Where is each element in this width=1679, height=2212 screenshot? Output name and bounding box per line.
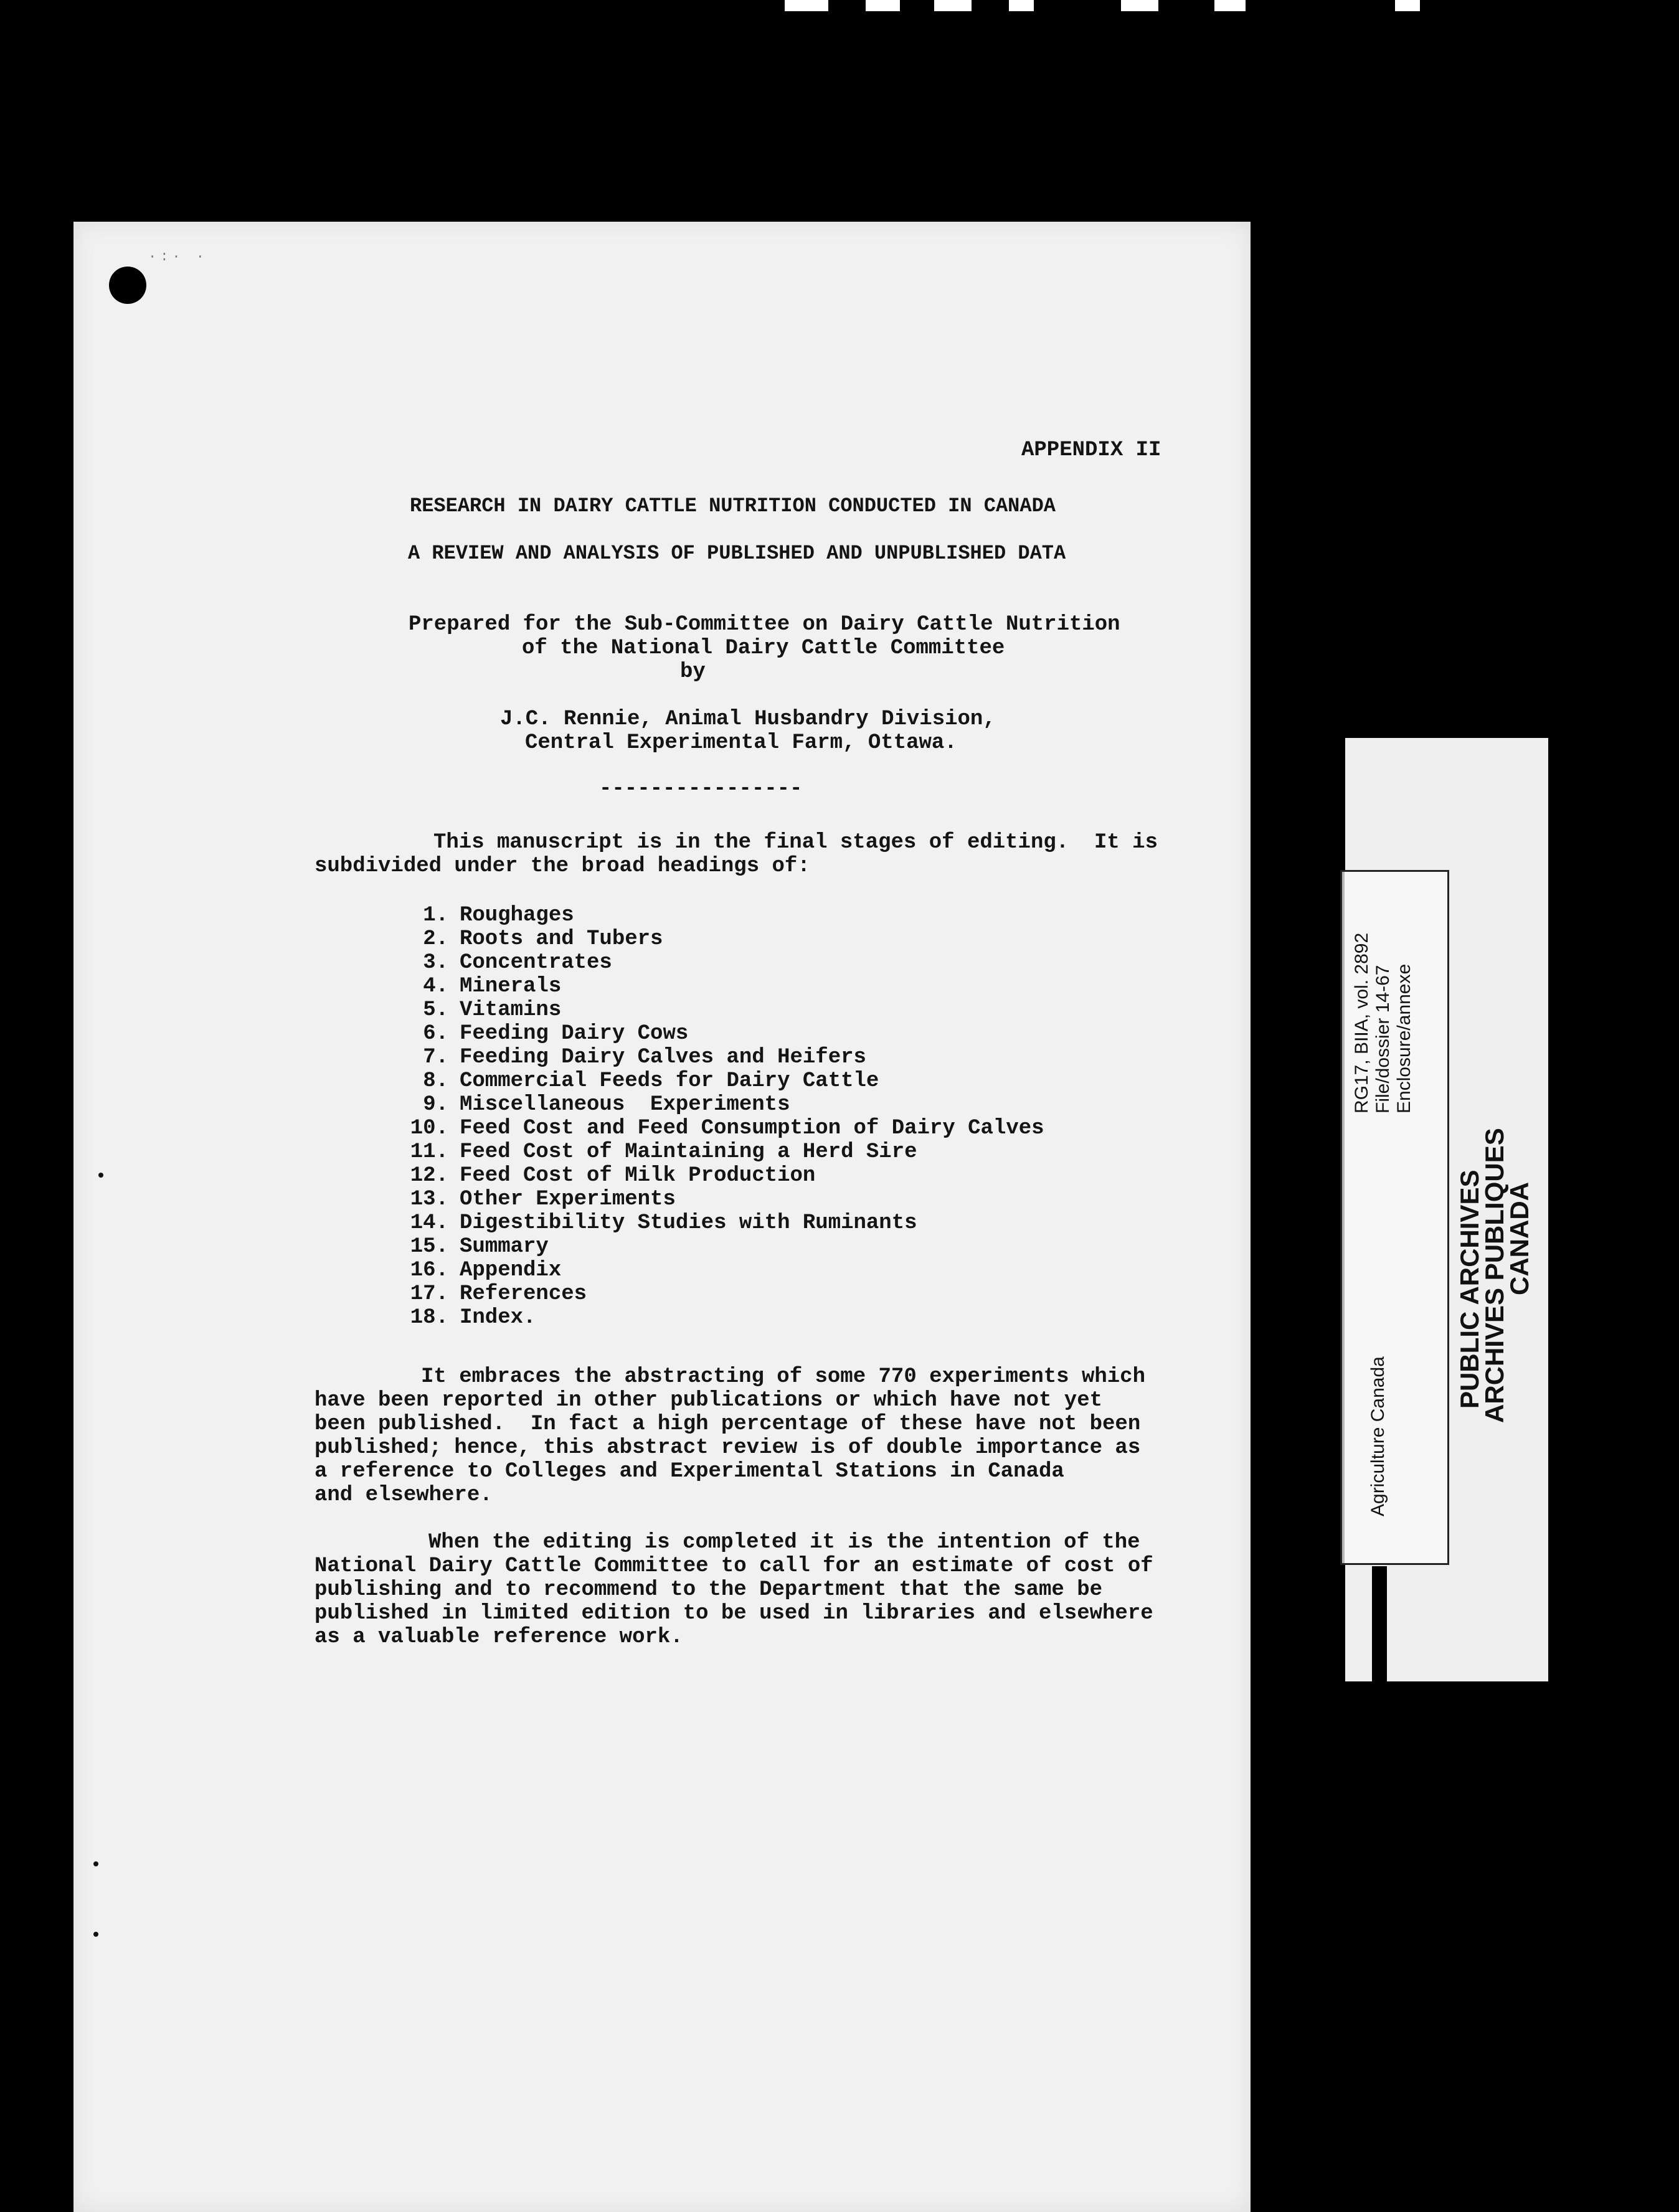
department-label: Agriculture Canada bbox=[1368, 1356, 1388, 1516]
author-line: J.C. Rennie, Animal Husbandry Division, bbox=[500, 707, 996, 731]
scan-edge-mark bbox=[1121, 0, 1158, 11]
archive-tag-shadow bbox=[1372, 1566, 1387, 1681]
paper-dot bbox=[93, 1861, 98, 1866]
archive-stamp-line: CANADA bbox=[1505, 1182, 1534, 1295]
document-subtitle: A REVIEW AND ANALYSIS OF PUBLISHED AND UNPUBLISHED DATA bbox=[408, 542, 1066, 565]
scan-edge-mark bbox=[1395, 0, 1420, 11]
body-paragraph-line: It embraces the abstracting of some 770 experiments which bbox=[421, 1365, 1145, 1389]
separator-line: ---------------- bbox=[599, 777, 803, 801]
body-paragraph-line: as a valuable reference work. bbox=[315, 1625, 683, 1649]
intro-paragraph-line: This manuscript is in the final stages of editing. It is bbox=[433, 831, 1158, 854]
body-paragraph-line: been published. In fact a high percentage of these have not been bbox=[315, 1412, 1141, 1436]
scan-edge-mark bbox=[1214, 0, 1246, 11]
paper-dot bbox=[98, 1173, 103, 1178]
body-paragraph-line: have been reported in other publications or which have not yet bbox=[315, 1389, 1103, 1412]
scan-edge-mark bbox=[785, 0, 828, 11]
body-paragraph-line: and elsewhere. bbox=[315, 1483, 493, 1507]
author-line: Central Experimental Farm, Ottawa. bbox=[525, 731, 957, 755]
body-paragraph-line: published; hence, this abstract review is of double importance as bbox=[315, 1436, 1141, 1460]
archive-reference-line: RG17, BIIA, vol. 2892 bbox=[1351, 932, 1372, 1113]
document-title: RESEARCH IN DAIRY CATTLE NUTRITION CONDUCTED IN CANADA bbox=[410, 494, 1056, 518]
body-paragraph-line: a reference to Colleges and Experimental Stations in Canada bbox=[315, 1460, 1064, 1483]
body-paragraph-line: When the editing is completed it is the intention of the bbox=[428, 1531, 1140, 1554]
paper-dot bbox=[93, 1932, 98, 1937]
prepared-for-line: Prepared for the Sub-Committee on Dairy Cattle Nutrition bbox=[409, 613, 1120, 636]
body-paragraph-line: published in limited edition to be used in libraries and elsewhere bbox=[315, 1602, 1153, 1625]
scan-edge-mark bbox=[934, 0, 972, 11]
prepared-for-line: of the National Dairy Cattle Committee bbox=[522, 636, 1005, 660]
intro-paragraph-line: subdivided under the broad headings of: bbox=[315, 854, 810, 878]
archive-reference-line: File/dossier 14-67 bbox=[1373, 965, 1393, 1113]
scan-edge-mark bbox=[1009, 0, 1034, 11]
body-paragraph-line: publishing and to recommend to the Department that the same be bbox=[315, 1578, 1103, 1602]
punch-hole bbox=[109, 267, 146, 304]
appendix-label: APPENDIX II bbox=[1021, 438, 1161, 462]
body-paragraph-line: National Dairy Cattle Committee to call for an estimate of cost of bbox=[315, 1554, 1153, 1578]
headings-list: 1. Roughages 2. Roots and Tubers 3. Concentrates 4. Minerals 5. Vitamins 6. Feeding Dairy Cows 7. Feeding Dairy Calves and Heifers 8. Commercial Feeds for Dairy Cattle 9. Miscellaneous Experiments 10. Feed Cost and Feed Consumption of Dairy Calves 11. Feed Cost of Maintaining a Herd Sire 12. Feed Cost of Milk Production 13. Other Experiments 14. Digestibility Studies with Ruminants 15. Summary 16. Appendix 17. References 18. Index. bbox=[410, 904, 1044, 1330]
archive-reference-line: Enclosure/annexe bbox=[1394, 963, 1414, 1113]
scan-edge-mark bbox=[866, 0, 900, 11]
archive-stamp-line: PUBLIC ARCHIVES bbox=[1455, 1170, 1484, 1409]
paper-specks: ·:· · bbox=[148, 249, 209, 265]
by-line: by bbox=[680, 660, 706, 684]
archive-stamp-line: ARCHIVES PUBLIQUES bbox=[1480, 1128, 1509, 1423]
